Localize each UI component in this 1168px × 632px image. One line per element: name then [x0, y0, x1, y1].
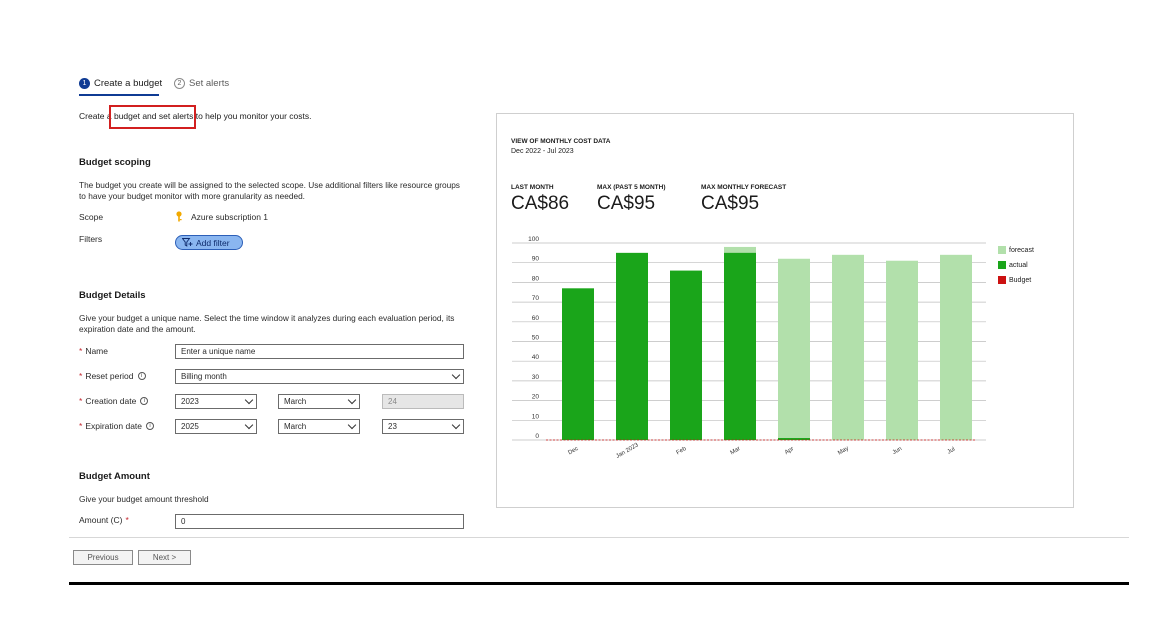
- expiration-year-select[interactable]: [175, 419, 257, 434]
- required-mark: *: [125, 515, 129, 525]
- legend-label-budget: Budget: [1009, 276, 1032, 284]
- add-filter-label: Add filter: [196, 237, 230, 248]
- budget-wizard-page: [69, 63, 1129, 585]
- reset-value: Billing month: [181, 372, 227, 381]
- y-tick-label: 50: [531, 334, 539, 342]
- chevron-down-icon: [245, 421, 253, 429]
- highlight-box: [109, 105, 199, 129]
- info-icon[interactable]: i: [140, 397, 148, 405]
- legend-label-actual: actual: [1009, 261, 1028, 269]
- intro-prefix: Create a: [79, 111, 114, 121]
- name-placeholder: Enter a unique name: [181, 347, 256, 356]
- creation-year-select[interactable]: [175, 394, 257, 409]
- x-tick-label: Mar: [729, 445, 742, 457]
- expiration-day-select[interactable]: [382, 419, 464, 434]
- tab-label: Create a budget: [94, 78, 163, 89]
- name-label-text: Name: [85, 346, 108, 356]
- bar-actual: [616, 253, 648, 440]
- bottom-rule: [69, 582, 1129, 585]
- bar-actual: [724, 253, 756, 440]
- expiration-day: 23: [388, 422, 397, 431]
- creation-month-select[interactable]: [278, 394, 360, 409]
- y-tick-label: 60: [531, 314, 539, 322]
- section-title-amount: Budget Amount: [79, 471, 150, 482]
- chart-panel-title: VIEW OF MONTHLY COST DATA: [511, 138, 611, 145]
- filter-add-icon: [182, 238, 193, 247]
- chevron-down-icon: [348, 421, 356, 429]
- legend-swatch-budget: [998, 276, 1006, 284]
- amount-label: [79, 515, 132, 525]
- y-tick-label: 30: [531, 373, 539, 381]
- creation-label-text: Creation date: [85, 396, 137, 406]
- active-tab-indicator: [79, 94, 159, 96]
- x-tick-label: Jun: [891, 446, 904, 457]
- expiration-date-label: [79, 421, 154, 431]
- required-mark: *: [79, 346, 83, 356]
- chart-panel-range: Dec 2022 - Jul 2023: [511, 148, 574, 155]
- next-button[interactable]: Next >: [138, 550, 191, 565]
- amount-description: Give your budget amount threshold: [79, 494, 209, 504]
- intro-highlighted: budget and set alerts t: [113, 111, 199, 121]
- key-icon: [175, 211, 183, 222]
- scope-name: Azure subscription 1: [191, 211, 269, 222]
- bar-actual: [670, 271, 702, 440]
- x-tick-label: Jan 2023: [615, 442, 640, 460]
- footer-divider: [69, 537, 1129, 538]
- expiration-year: 2025: [181, 422, 199, 431]
- filters-label: Filters: [79, 234, 103, 244]
- intro-suffix: o help you monitor your costs.: [198, 111, 312, 121]
- name-input[interactable]: [175, 344, 464, 359]
- legend-item-forecast: [998, 246, 1034, 254]
- expiration-label-text: Expiration date: [85, 421, 143, 431]
- section-title-details: Budget Details: [79, 290, 146, 301]
- previous-button[interactable]: Previous: [73, 550, 133, 565]
- required-mark: *: [79, 396, 83, 406]
- x-tick-label: Dec: [567, 445, 580, 457]
- legend-swatch-forecast: [998, 246, 1006, 254]
- section-title-scoping: Budget scoping: [79, 157, 151, 168]
- creation-month: March: [284, 397, 307, 406]
- info-icon[interactable]: i: [146, 422, 154, 430]
- amount-value: 0: [181, 517, 186, 526]
- name-label: [79, 346, 108, 356]
- y-tick-label: 20: [531, 393, 539, 401]
- x-tick-label: May: [837, 445, 850, 457]
- add-filter-button[interactable]: [175, 235, 243, 250]
- bar-forecast: [940, 255, 972, 440]
- legend-item-budget: [998, 276, 1034, 284]
- x-tick-label: Feb: [675, 445, 688, 457]
- y-tick-label: 100: [528, 236, 539, 243]
- chevron-down-icon: [452, 371, 460, 379]
- required-mark: *: [79, 421, 83, 431]
- bar-actual: [562, 288, 594, 440]
- step-number: 1: [79, 78, 90, 89]
- kpi-label-max-forecast: MAX MONTHLY FORECAST: [701, 184, 787, 191]
- bar-forecast: [832, 255, 864, 440]
- tab-create-budget[interactable]: [79, 78, 162, 89]
- creation-date-label: [79, 396, 148, 406]
- kpi-value-last-month: CA$86: [511, 193, 570, 214]
- bar-forecast: [778, 259, 810, 440]
- scoping-description: The budget you create will be assigned to the selected scope. Use additional filters like resource groups to have your budget monitor with more granularity as needed.: [79, 180, 460, 201]
- y-tick-label: 90: [531, 255, 539, 263]
- scope-value[interactable]: [175, 211, 268, 222]
- kpi-value-max-past: CA$95: [597, 193, 656, 214]
- scope-label: Scope: [79, 212, 104, 222]
- kpi-label-last-month: LAST MONTH: [511, 184, 554, 191]
- kpi-value-max-forecast: CA$95: [701, 193, 760, 214]
- info-icon[interactable]: i: [138, 372, 146, 380]
- legend-item-actual: [998, 261, 1034, 269]
- legend-label-forecast: forecast: [1009, 246, 1034, 254]
- expiration-month-select[interactable]: [278, 419, 360, 434]
- chevron-down-icon: [348, 396, 356, 404]
- tab-set-alerts[interactable]: [174, 78, 229, 89]
- y-tick-label: 40: [531, 354, 539, 362]
- x-tick-label: Apr: [783, 446, 796, 457]
- reset-period-select[interactable]: [175, 369, 464, 384]
- creation-year: 2023: [181, 397, 199, 406]
- tab-label: Set alerts: [189, 78, 230, 89]
- kpi-label-max-past: MAX (PAST 5 MONTH): [597, 184, 666, 191]
- bar-forecast: [886, 261, 918, 440]
- amount-input[interactable]: [175, 514, 464, 529]
- amount-label-text: Amount (C): [79, 515, 123, 525]
- details-description: Give your budget a unique name. Select the time window it analyzes during each evaluation period, its expiration date and the amount.: [79, 313, 455, 334]
- y-tick-label: 10: [531, 413, 539, 421]
- y-tick-label: 70: [531, 295, 539, 303]
- y-tick-label: 0: [535, 433, 539, 440]
- creation-day-field: [382, 394, 464, 409]
- monthly-cost-bar-chart: [496, 233, 986, 468]
- chevron-down-icon: [452, 421, 460, 429]
- expiration-month: March: [284, 422, 307, 431]
- chart-legend: [998, 246, 1034, 284]
- chevron-down-icon: [245, 396, 253, 404]
- creation-day: 24: [388, 397, 397, 406]
- x-tick-label: Jul: [946, 446, 957, 456]
- step-number: 2: [174, 78, 185, 89]
- reset-label-text: Reset period: [85, 371, 134, 381]
- required-mark: *: [79, 371, 83, 381]
- legend-swatch-actual: [998, 261, 1006, 269]
- y-tick-label: 80: [531, 275, 539, 283]
- reset-period-label: [79, 371, 146, 381]
